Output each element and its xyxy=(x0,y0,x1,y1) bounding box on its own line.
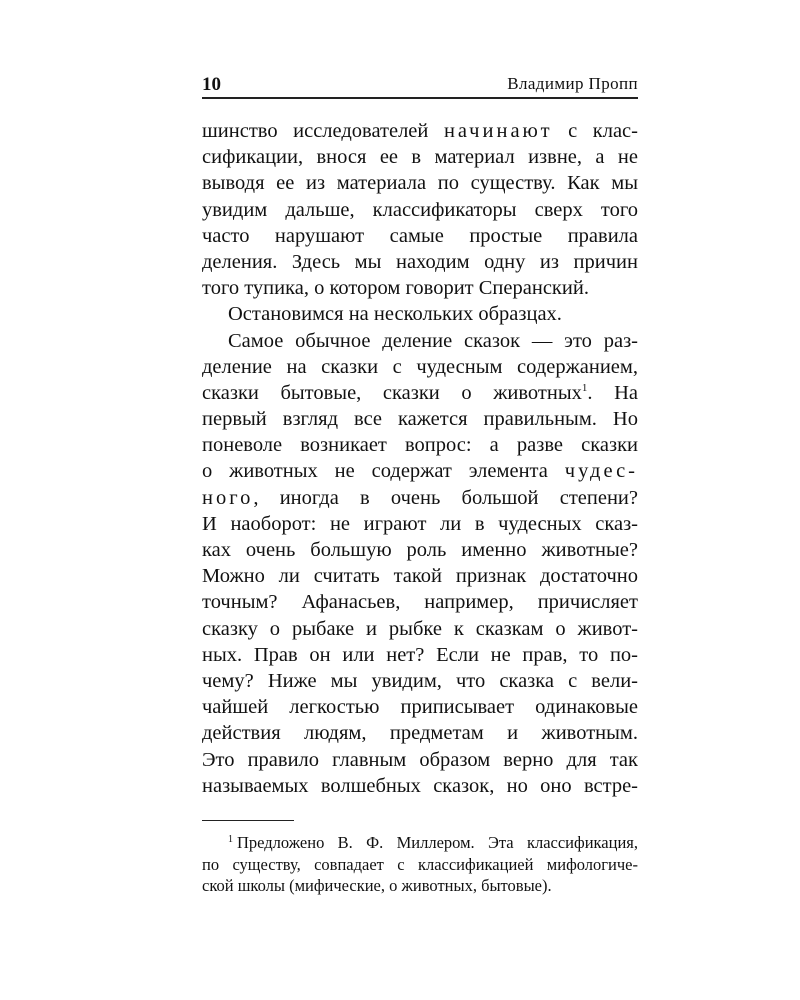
text-line: ного, иногда в очень большой степени? xyxy=(202,486,638,509)
text-line: увидим дальше, классификаторы сверх того xyxy=(202,198,638,221)
paragraph-line: Остановимся на нескольких образцах. xyxy=(228,303,562,326)
body-text xyxy=(202,118,638,799)
text-line: чему? Ниже мы увидим, что сказка с вели- xyxy=(202,669,638,692)
text-line: сификации, внося ее в материал извне, а не xyxy=(202,146,638,169)
text-line: деления. Здесь мы находим одну из причин xyxy=(202,250,638,273)
text-line: Это правило главным образом верно для так xyxy=(202,748,638,771)
running-head: Владимир Пропп xyxy=(507,74,638,93)
page-number: 10 xyxy=(202,74,221,95)
text-line: сказку о рыбаке и рыбке к сказкам о живот- xyxy=(202,617,638,640)
footnote-rule xyxy=(202,820,294,821)
text-line: о животных не содержат элемента чудес- xyxy=(202,460,638,483)
text-line: шинство исследователей начинают с клас- xyxy=(202,120,638,142)
text-line: чайшей легкостью приписывает одинаковые xyxy=(202,696,638,719)
text-line: Можно ли считать такой признак достаточно xyxy=(202,565,638,588)
footnote-line: по существу, совпадает с классификацией мифологиче- xyxy=(202,854,638,874)
text-line: действия людям, предметам и животным. xyxy=(202,722,638,745)
text-line: точным? Афанасьев, например, причисляет xyxy=(202,591,638,614)
page-header xyxy=(202,74,638,96)
spaced-emphasis: начинают xyxy=(443,120,553,142)
text-line: И наоборот: не играют ли в чудесных сказ- xyxy=(202,512,638,535)
text-line: называемых волшебных сказок, но оно встре- xyxy=(202,774,638,797)
text-line: выводя ее из материала по существу. Как мы xyxy=(202,172,638,195)
text-line: поневоле возникает вопрос: а разве сказки xyxy=(202,434,638,457)
text-line: сказки бытовые, сказки о животных$^1$. На xyxy=(202,381,638,404)
footnote-ref: 1 xyxy=(581,382,588,395)
footnote-marker: 1 xyxy=(228,833,233,845)
text-line: часто нарушают самые простые правила xyxy=(202,224,638,247)
footnote-line: $^1$ Предложено В. Ф. Миллером. Эта классификация, xyxy=(228,833,638,852)
spaced-emphasis: чудес- xyxy=(564,460,638,483)
footnote-line: ской школы (мифические, о животных, бытовые). xyxy=(202,876,552,895)
footnote xyxy=(202,832,638,897)
text-line: того тупика, о котором говорит Сперанский. xyxy=(202,277,589,300)
text-line: деление на сказки с чудесным содержанием, xyxy=(202,355,638,378)
text-line: ках очень большую роль именно животные? xyxy=(202,539,638,561)
header-rule xyxy=(202,97,638,99)
spaced-emphasis: ного xyxy=(202,486,254,509)
paragraph-line: Самое обычное деление сказок — это раз- xyxy=(228,329,638,352)
text-line: первый взгляд все кажется правильным. Но xyxy=(202,408,638,431)
text-line: ных. Прав он или нет? Если не прав, то по- xyxy=(202,643,638,666)
